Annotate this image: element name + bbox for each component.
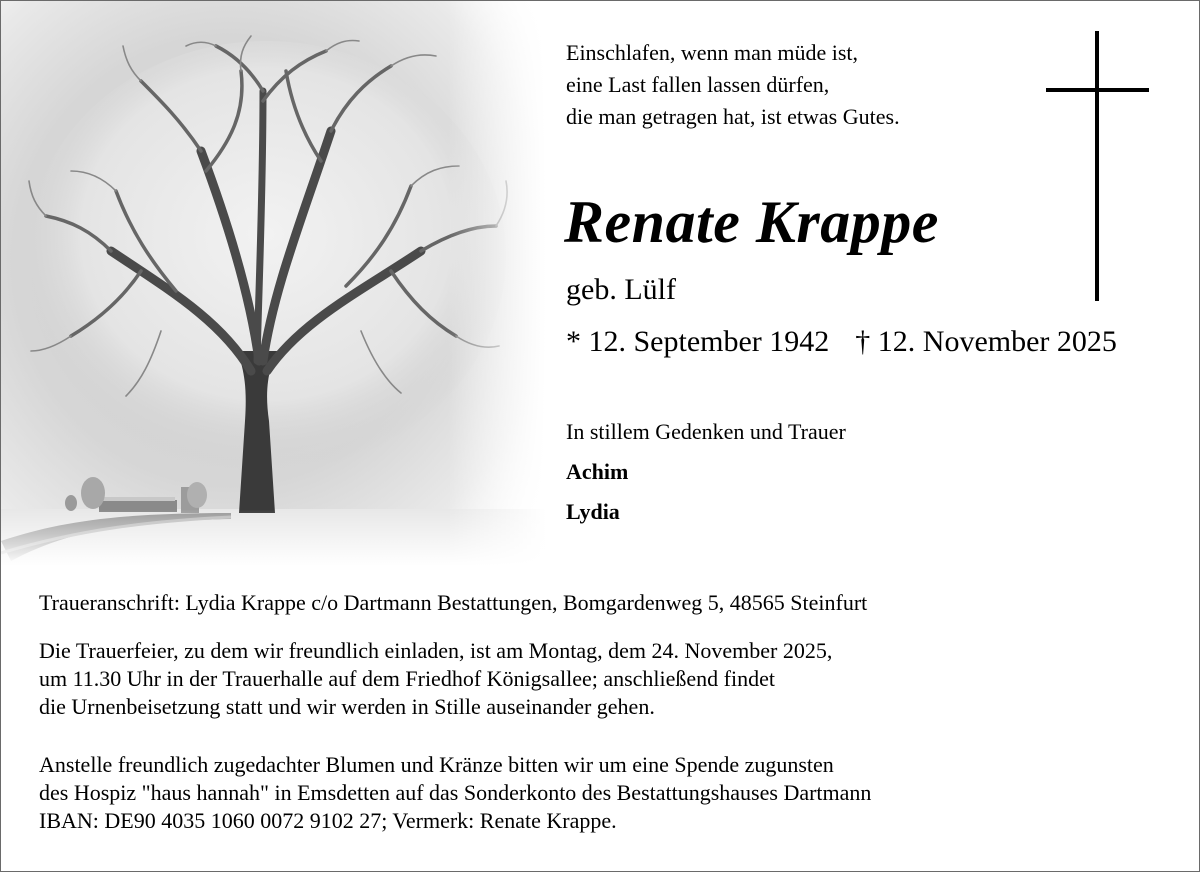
mourner-name: Achim (566, 459, 629, 484)
mourning-address (39, 589, 867, 617)
donation-line: des Hospiz "haus hannah" in Emsdetten auf das Sonderkonto des Bestattungshauses Dartmann (39, 780, 872, 805)
winter-tree-photo (1, 1, 546, 566)
poem-line: Einschlafen, wenn man müde ist, (566, 40, 859, 65)
ceremony-line: Die Trauerfeier, zu dem wir freundlich einladen, ist am Montag, dem 24. November 2025, (39, 638, 833, 663)
ceremony-line: die Urnenbeisetzung statt und wir werden in Stille auseinander gehen. (39, 694, 655, 719)
donation-line: Anstelle freundlich zugedachter Blumen und Kränze bitten wir um eine Spende zugunsten (39, 752, 834, 777)
ceremony-info (39, 637, 832, 721)
donation-line: IBAN: DE90 4035 1060 0072 9102 27; Vermerk: Renate Krappe. (39, 808, 617, 833)
cross-icon (1046, 31, 1150, 303)
ceremony-line: um 11.30 Uhr in der Trauerhalle auf dem Friedhof Königsallee; anschließend findet (39, 666, 776, 691)
mourning-text: In stillem Gedenken und Trauer (566, 419, 846, 444)
deceased-name: Renate Krappe (564, 189, 939, 255)
poem-line: die man getragen hat, ist etwas Gutes. (566, 104, 900, 129)
address-line: Traueranschrift: Lydia Krappe c/o Dartmann Bestattungen, Bomgardenweg 5, 48565 Steinfurt (39, 590, 868, 615)
death-date: † 12. November 2025 (855, 325, 1117, 358)
poem (566, 37, 900, 133)
mourner-name: Lydia (566, 499, 620, 524)
donation-info (39, 751, 871, 835)
life-dates (566, 325, 1117, 359)
poem-line: eine Last fallen lassen dürfen, (566, 72, 830, 97)
birth-date: * 12. September 1942 (566, 325, 830, 358)
birth-name: geb. Lülf (566, 273, 676, 306)
